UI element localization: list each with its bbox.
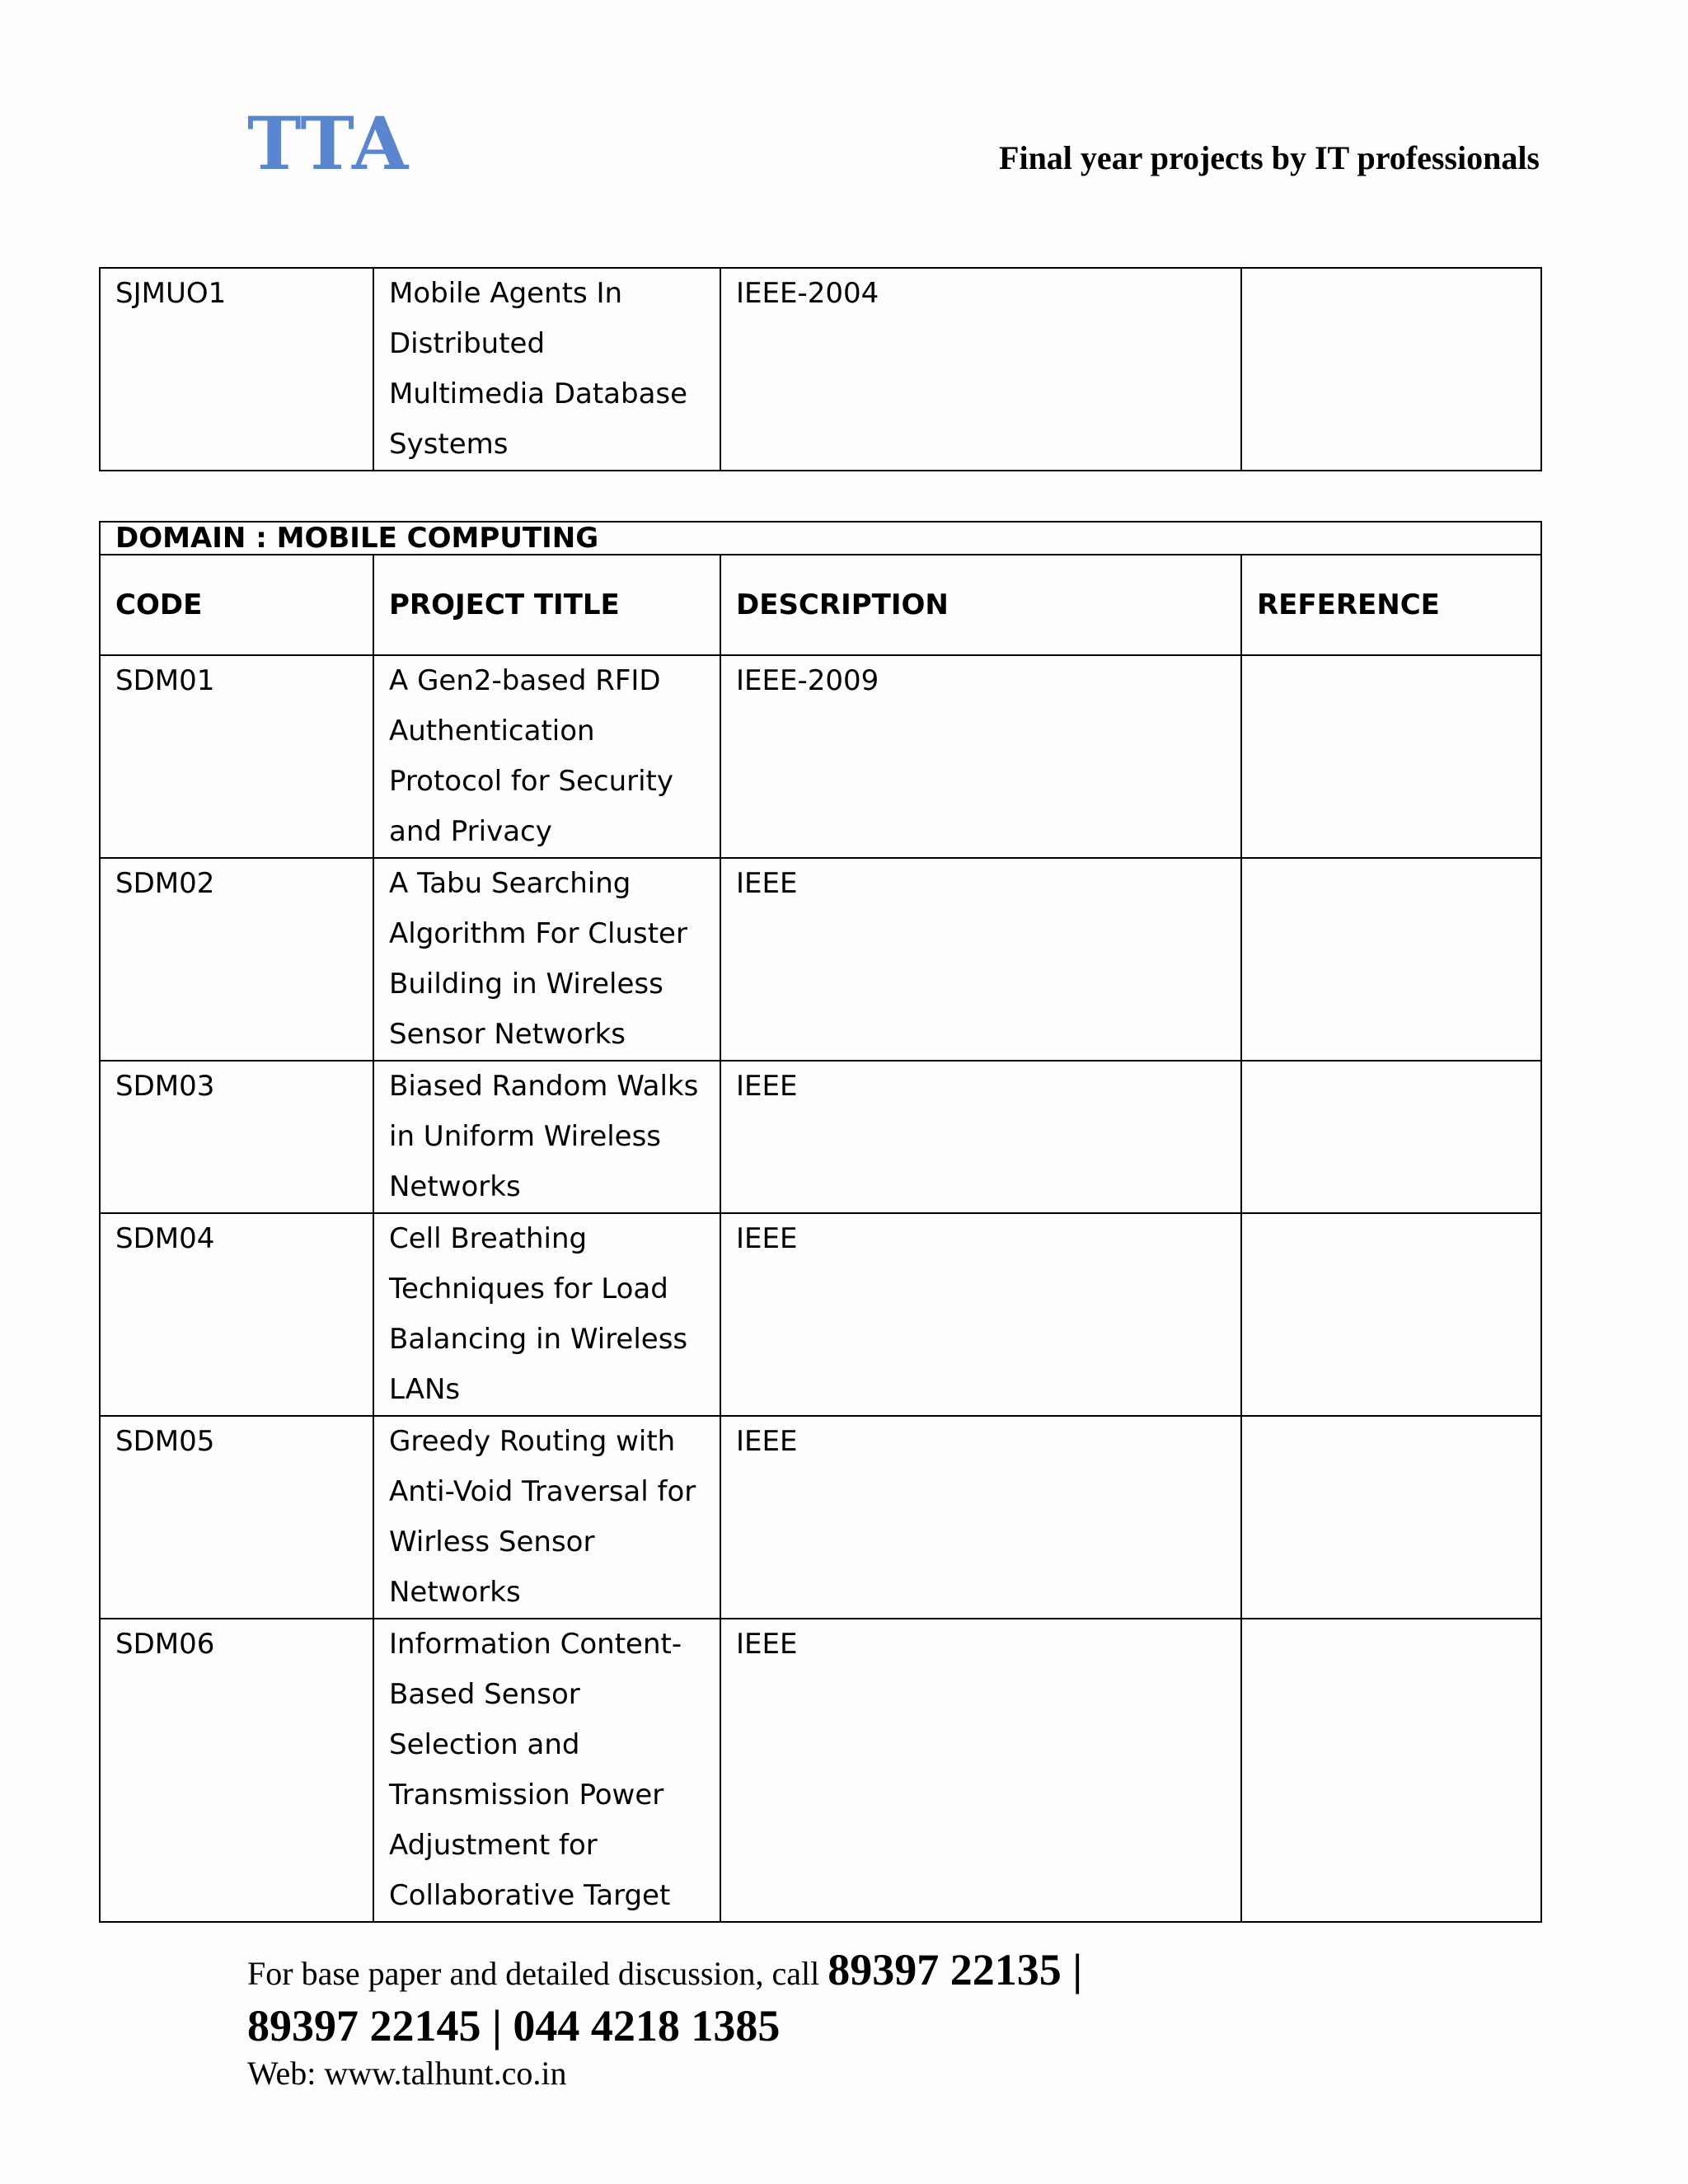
code-cell: SDM05 [100,1416,373,1619]
title-cell: A Tabu Searching Algorithm For Cluster Building in Wireless Sensor Networks [373,858,720,1061]
description-cell: IEEE-2009 [720,655,1241,858]
title-cell: Biased Random Walks in Uniform Wireless Networks [373,1061,720,1213]
code-cell: SJMUO1 [100,268,373,471]
footer-line-1 [247,1945,1082,1999]
footer-web: Web: www.talhunt.co.in [247,2055,567,2092]
table-row [100,858,1541,1061]
table-row [100,1213,1541,1416]
code-cell: SDM01 [100,655,373,858]
table-row [100,268,1541,471]
title-cell: Mobile Agents In Distributed Multimedia Database Systems [373,268,720,471]
table-row [100,655,1541,858]
description-cell: IEEE-2004 [720,268,1241,471]
table-row [100,1619,1541,1922]
description-cell: IEEE [720,1416,1241,1619]
description-cell: IEEE [720,1061,1241,1213]
reference-cell [1241,1619,1541,1922]
title-cell: A Gen2-based RFID Authentication Protocol for Security and Privacy [373,655,720,858]
domain-label: DOMAIN : MOBILE COMPUTING [100,522,1541,555]
reference-cell [1241,1213,1541,1416]
table-row [100,1416,1541,1619]
projects-table-continued [99,267,1542,471]
reference-cell [1241,1416,1541,1619]
column-header-code: CODE [100,555,373,655]
footer-phone-numbers: 89397 22145 | 044 4218 1385 [247,2001,781,2050]
column-header-title: PROJECT TITLE [373,555,720,655]
footer-contact [247,1945,1082,2094]
column-header-description: DESCRIPTION [720,555,1241,655]
title-cell: Information Content-Based Sensor Selection and Transmission Power Adjustment for Collaborative Target [373,1619,720,1922]
code-cell: SDM03 [100,1061,373,1213]
description-cell: IEEE [720,1619,1241,1922]
reference-cell [1241,858,1541,1061]
reference-cell [1241,268,1541,471]
header-row [100,555,1541,655]
title-cell: Cell Breathing Techniques for Load Balancing in Wireless LANs [373,1213,720,1416]
domain-row [100,522,1541,555]
footer-call-text: For base paper and detailed discussion, call [247,1955,828,1992]
logo: TTA [247,101,410,186]
description-cell: IEEE [720,858,1241,1061]
code-cell: SDM04 [100,1213,373,1416]
description-cell: IEEE [720,1213,1241,1416]
reference-cell [1241,655,1541,858]
reference-cell [1241,1061,1541,1213]
code-cell: SDM06 [100,1619,373,1922]
title-cell: Greedy Routing with Anti-Void Traversal for Wirless Sensor Networks [373,1416,720,1619]
column-header-reference: REFERENCE [1241,555,1541,655]
header-tagline: Final year projects by IT professionals [999,139,1540,176]
domain-projects-table [99,521,1542,1923]
footer-phone-1: 89397 22135 | [828,1945,1083,1994]
table-row [100,1061,1541,1213]
code-cell: SDM02 [100,858,373,1061]
